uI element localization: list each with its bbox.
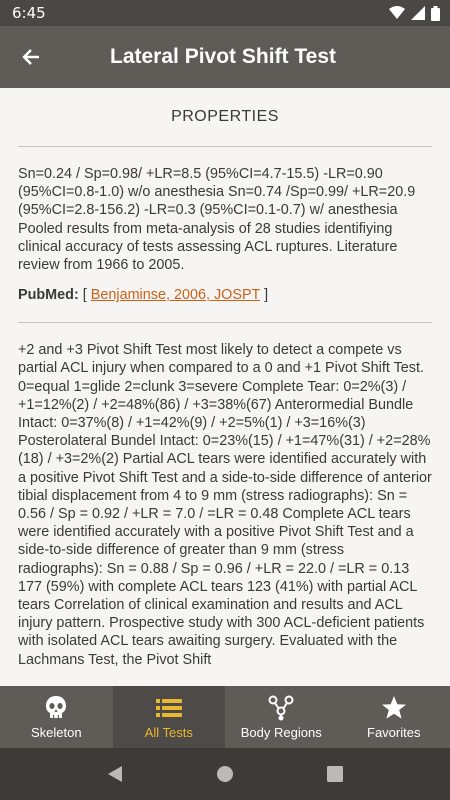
divider bbox=[18, 146, 432, 147]
pubmed-open-bracket: [ bbox=[82, 287, 87, 304]
arrow-left-icon bbox=[21, 47, 41, 67]
status-bar bbox=[0, 0, 450, 26]
list-icon bbox=[156, 694, 182, 722]
status-time: 6:45 bbox=[12, 4, 46, 22]
square-recents-icon bbox=[327, 766, 343, 782]
circle-home-icon bbox=[216, 765, 234, 783]
bottom-nav bbox=[0, 686, 450, 748]
star-icon bbox=[381, 694, 407, 722]
system-recents-button[interactable] bbox=[315, 754, 355, 794]
wifi-icon bbox=[389, 6, 405, 20]
nav-body-regions-label: Body Regions bbox=[240, 725, 322, 740]
page-title: Lateral Pivot Shift Test bbox=[110, 45, 336, 68]
details-text: +2 and +3 Pivot Shift Test most likely to detect a compete vs partial ACL injury when compared to a 0 and +1 Pivot Shift Test. 0=equal 1=glide 2=clunk 3=severe Complete Tear: 0=2%(3) / +1=12%(2) / +2=48%(86) / +3=38%(67) Anterormedial Bundle Intact: 0=37%(8) / +1=42%(9) / +2=5%(1) / +3=16%(3) Posterolateral Bundel Intact: 0=23%(15) / +1=47%(31) / +2=28%(18) / +3=2%(2) Partial ACL tears were identified accurately with a positive Pivot Shift Test and a side-to-side difference of anterior tibial displacement from 4 to 9 mm (stress radiographs): Sn = 0.56 / Sp = 0.92 / +LR = 7.0 / =LR = 0.48 Complete ACL tears were identified accurately with a positive Pivot Shift Test and a side-to-side difference of greater than 9 mm (stress radiographs): Sn = 0.88 / Sp = 0.96 / +LR = 22.0 / =LR = 0.13 177 (59%) with complete ACL tears 123 (41%) with partial ACL tears Correlation of clinical examination and results and ACL injury pattern. Prospective study with 300 ACL-deficient patients with isolated ACL tears awaiting surgery. Evaluated with the Lachmans Test, the Pivot Shift bbox=[18, 342, 432, 668]
system-nav-bar bbox=[0, 748, 450, 800]
triangle-back-icon bbox=[107, 765, 123, 783]
nav-skeleton-label: Skeleton bbox=[30, 725, 82, 740]
summary-text: Sn=0.24 / Sp=0.98/ +LR=8.5 (95%CI=4.7-15.5) -LR=0.90 (95%CI=0.8-1.0) w/o anesthesia Sn=0.74 /Sp=0.99/ +LR=20.9 (95%CI=2.8-156.2) -LR=0.3 (95%CI=0.1-0.7) w/ anesthesia Pooled results from meta-analysis of 28 studies identifiying clinical accuracy of tests assessing ACL ruptures. Literature review from 1966 to 2005. bbox=[18, 166, 416, 274]
battery-icon bbox=[431, 6, 440, 21]
pubmed-close-bracket: ] bbox=[264, 287, 269, 304]
back-button[interactable] bbox=[0, 26, 62, 88]
app-bar bbox=[0, 26, 450, 88]
nav-all-tests-label: All Tests bbox=[144, 725, 193, 740]
pubmed-citation bbox=[18, 286, 432, 304]
system-back-button[interactable] bbox=[95, 754, 135, 794]
pubmed-label: PubMed: bbox=[18, 287, 79, 304]
nav-body-regions[interactable] bbox=[225, 686, 338, 748]
nodes-icon bbox=[268, 694, 294, 722]
pubmed-link[interactable]: Benjaminse, 2006, JOSPT bbox=[90, 287, 261, 304]
nav-all-tests[interactable] bbox=[113, 686, 226, 748]
divider bbox=[18, 322, 432, 323]
nav-skeleton[interactable] bbox=[0, 686, 113, 748]
system-home-button[interactable] bbox=[205, 754, 245, 794]
section-title: PROPERTIES bbox=[171, 108, 279, 125]
test-properties-content[interactable] bbox=[0, 88, 450, 686]
nav-favorites[interactable] bbox=[338, 686, 450, 748]
skull-icon bbox=[45, 694, 67, 722]
signal-icon bbox=[411, 6, 425, 20]
nav-favorites-label: Favorites bbox=[367, 725, 421, 740]
status-icons bbox=[389, 6, 440, 21]
